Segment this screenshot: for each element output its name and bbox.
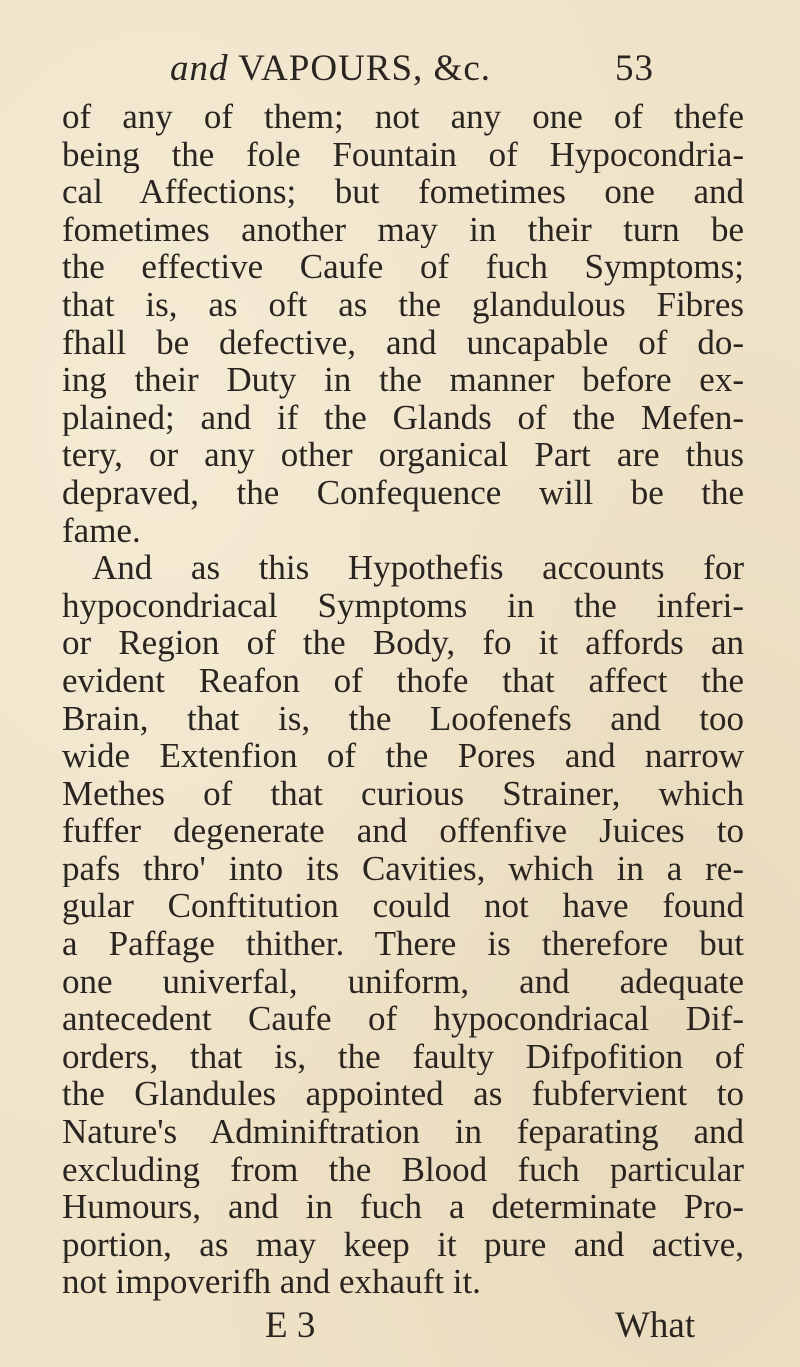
text-line: Nature's Adminiftration in feparating and: [62, 1113, 744, 1151]
catchword: What: [615, 1305, 696, 1346]
text-line: cal Affections; but fometimes one and: [62, 173, 744, 211]
text-line: Humours, and in fuch a determinate Pro-: [62, 1188, 744, 1226]
text-line: the Glandules appointed as fubfervient to: [62, 1075, 744, 1114]
text-line: Methes of that curious Strainer, which: [62, 774, 744, 813]
text-line: orders, that is, the faulty Difpofition of: [62, 1037, 744, 1076]
body-text: [62, 98, 744, 1301]
text-line: of any of them; not any one of thefe: [62, 98, 744, 136]
text-line: portion, as may keep it pure and active,: [62, 1225, 744, 1264]
text-line: fhall be defective, and uncapable of do-: [62, 323, 744, 362]
text-line: ing their Duty in the manner before ex-: [62, 361, 744, 399]
paragraph-end-line: fame.: [62, 511, 141, 550]
page-number: 53: [615, 48, 654, 89]
text-line: a Paffage thither. There is therefore but: [62, 925, 744, 963]
text-line: that is, as oft as the glandulous Fibres: [62, 285, 744, 324]
running-head: [170, 44, 654, 94]
text-line: hypocondriacal Symptoms in the inferi-: [62, 586, 744, 625]
text-line: tery, or any other organical Part are thus: [62, 436, 744, 474]
text-line: gular Conftitution could not have found: [62, 887, 744, 926]
text-line: evident Reafon of thofe that affect the: [62, 661, 744, 700]
page-footer: [0, 1302, 800, 1350]
text-line: plained; and if the Glands of the Mefen-: [62, 398, 744, 437]
text-line: pafs thro' into its Cavities, which in a re-: [62, 849, 744, 888]
text-line: one univerfal, uniform, and adequate: [62, 962, 744, 1001]
signature-mark: E 3: [265, 1305, 316, 1346]
text-line: wide Extenfion of the Pores and narrow: [62, 737, 744, 775]
text-line: antecedent Caufe of hypocondriacal Dif-: [62, 1000, 744, 1038]
running-head-and: and: [170, 48, 229, 89]
text-line: the effective Caufe of fuch Symptoms;: [62, 248, 744, 286]
running-head-title: VAPOURS, &c.: [238, 48, 491, 89]
text-line: excluding from the Blood fuch particular: [62, 1150, 744, 1189]
text-line: or Region of the Body, fo it affords an: [62, 624, 744, 662]
text-line: fuffer degenerate and offenfive Juices to: [62, 812, 744, 850]
text-line: Brain, that is, the Loofenefs and too: [62, 699, 744, 738]
text-line: depraved, the Confequence will be the: [62, 473, 744, 512]
paragraph-start-line: And as this Hypothefis accounts for: [92, 549, 744, 587]
paragraph-end-line: not impoverifh and exhauft it.: [62, 1263, 481, 1301]
text-line: fometimes another may in their turn be: [62, 210, 744, 249]
text-line: being the fole Fountain of Hypocondria-: [62, 135, 744, 174]
